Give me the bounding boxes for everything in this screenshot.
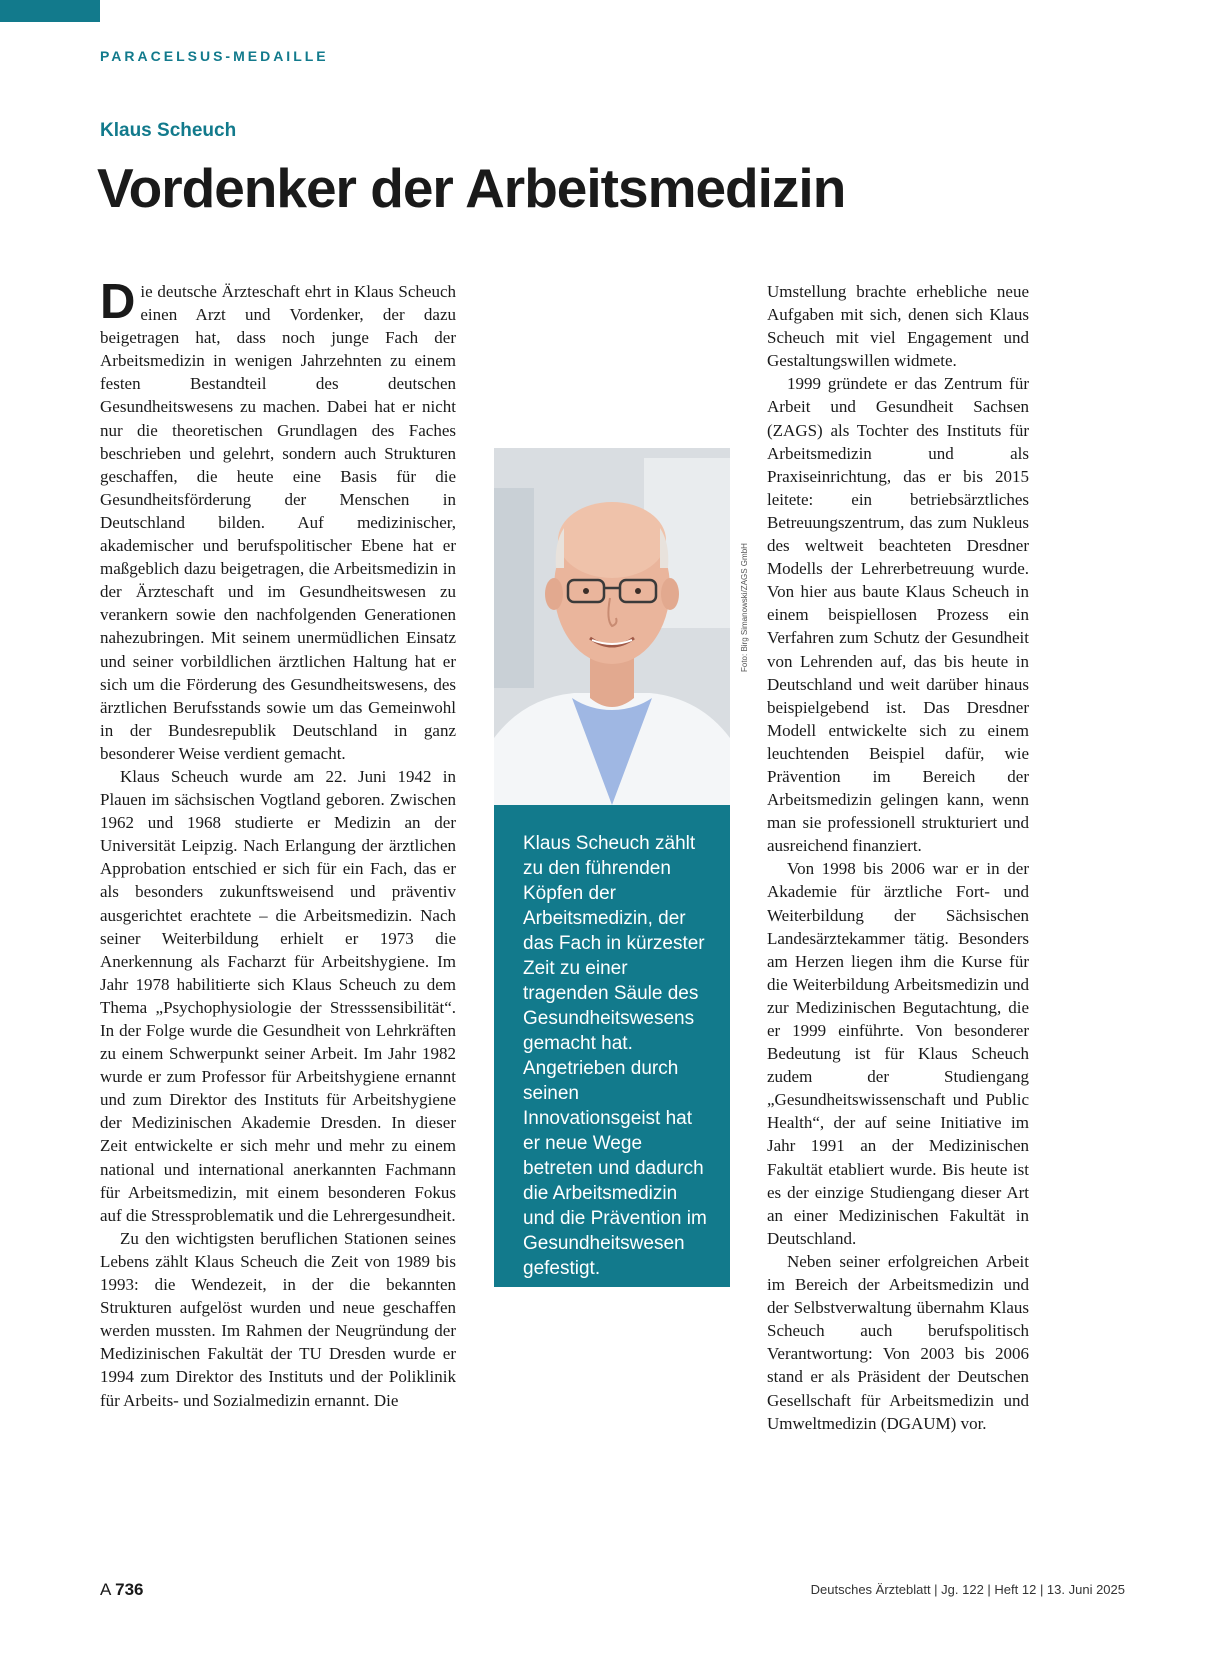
article-paragraph: Zu den wichtigsten beruflichen Stationen seines Lebens zählt Klaus Scheuch die Zeit von 1989 bis 1993: die Wendezeit, in der die bekannten Strukturen aufgelöst wurden und neue geschaffen werden mussten. Im Rahmen der Neugründung der Medizinischen Fakultät der TU Dresden wurde er 1994 zum Direktor des Instituts und der Poliklinik für Arbeits- und Sozialmedizin ernannt. Die (100, 1228, 456, 1410)
article-column-right (767, 280, 1029, 1435)
top-accent-bar (0, 0, 100, 22)
page-number (100, 1580, 144, 1600)
paragraph-text: ie deutsche Ärzteschaft ehrt in Klaus Scheuch einen Arzt und Vordenker, der dazu beigetragen hat, dass noch junge Fach der Arbeitsmedizin in wenigen Jahrzehnten zu einem festen Bestandteil des deutschen Gesundheitswesens zu machen. Dabei hat er nicht nur die theoretischen Grundlagen des Faches beschrieben und gelehrt, sondern auch Strukturen geschaffen, die heute eine Basis für die Gesundheitsförderung der Menschen in Deutschland bilden. Auf medizinischer, akademischer und berufspolitischer Ebene hat er maßgeblich dazu beigetragen, die Arbeitsmedizin in der Ärzteschaft und im Gesundheitswesen zu verankern sowie den nachfolgenden Generationen nahezubringen. Mit seinem unermüdlichen Einsatz und seiner vorbildlichen ärztlichen Haltung hat er sich um die Förderung des Gesundheitswesens, des ärztlichen Berufsstands sowie um das Gemeinwohl in der Bundesrepublik Deutschland in ganz besonderer Weise verdient gemacht. (100, 282, 456, 763)
photo-credit: Foto: Birg Simanowski/ZAGS GmbH (740, 543, 749, 672)
article-paragraph: Neben seiner erfolgreichen Arbeit im Bereich der Arbeitsmedizin und der Selbstverwaltung übernahm Klaus Scheuch auch berufspolitisch Verantwortung: Von 2003 bis 2006 stand er als Präsident der Deutschen Gesellschaft für Arbeitsmedizin und Umweltmedizin (DGAUM) vor. (767, 1251, 1029, 1433)
page-prefix: A (100, 1580, 111, 1599)
article-column-left (100, 275, 456, 1412)
portrait-photo (494, 448, 730, 805)
drop-cap: D (100, 275, 136, 329)
page-number-value: 736 (115, 1580, 144, 1599)
section-label: PARACELSUS-MEDAILLE (100, 48, 329, 64)
article-paragraph (100, 275, 456, 765)
page-title: Vordenker der Arbeitsmedizin (97, 157, 846, 219)
article-paragraph: Umstellung brachte erhebliche neue Aufgaben mit sich, denen sich Klaus Scheuch mit viel Engagement und Gestaltungswillen widmete. (767, 282, 1029, 371)
article-paragraph: 1999 gründete er das Zentrum für Arbeit und Gesundheit Sachsen (ZAGS) als Tochter des Instituts für Arbeitsmedizin und als Praxiseinrichtung, das er bis 2015 leitete: ein betriebsärztliches Betreuungszentrum, das zum Nukleus des weltweit beachteten Dresdner Modells der Lehrerbetreuung wurde. Von hier aus baute Klaus Scheuch in einem beispiellosen Prozess ein Verfahren zum Schutz der Gesundheit von Lehrenden auf, das bis heute in Deutschland und weit darüber hinaus beispielgebend ist. Das Dresdner Modell entwickelte sich zu einem leuchtenden Beispiel dafür, wie Prävention im Bereich der Arbeitsmedizin gelingen kann, wenn man sie professionell strukturiert und ausreichend finanziert. (767, 374, 1029, 856)
author-name: Klaus Scheuch (100, 120, 237, 141)
portrait-illustration (494, 448, 730, 805)
article-paragraph: Von 1998 bis 2006 war er in der Akademie für ärztliche Fort- und Weiterbildung der Sächsischen Landesärztekammer tätig. Besonders am Herzen liegen ihm die Kurse für die Weiterbildung Arbeitsmedizin und zur Medizinischen Begutachtung, die er 1999 einführte. Von besonderer Bedeutung ist für Klaus Scheuch zudem der Studiengang „Gesundheitswissenschaft und Public Health“, der auf seine Initiative im Jahr 1991 an der Medizinischen Fakultät etabliert wurde. Bis heute ist es der einzige Studiengang dieser Art an einer Medizinischen Fakultät in Deutschland. (767, 859, 1029, 1248)
pull-quote: Klaus Scheuch zählt zu den führenden Köpfen der Arbeitsmedizin, der das Fach in kürzester Zeit zu einer tragenden Säule des Gesundheitswesens gemacht hat. Angetrieben durch seinen Innovationsgeist hat er neue Wege betreten und dadurch die Arbeitsmedizin und die Prävention im Gesundheitswesen gefestigt. (494, 805, 730, 1287)
article-paragraph: Klaus Scheuch wurde am 22. Juni 1942 in Plauen im sächsischen Vogtland geboren. Zwischen 1962 und 1968 studierte er Medizin an der Universität Leipzig. Nach Erlangung der ärztlichen Approbation entschied er sich für ein Fach, das er als besonders zukunftsweisend und präventiv ausgerichtet erachtete – die Arbeitsmedizin. Nach seiner Weiterbildung erhielt er 1973 die Anerkennung als Facharzt für Arbeitshygiene. Im Jahr 1978 habilitierte sich Klaus Scheuch zu dem Thema „Psychophysiologie der Stresssensibilität“. In der Folge wurde die Gesundheit von Lehrkräften zu einem Schwerpunkt seiner Arbeit. Im Jahr 1982 wurde er zum Professor für Arbeitshygiene ernannt und zum Direktor des Instituts für Arbeitshygiene der Medizinischen Akademie Dresden. In dieser Zeit entwickelte er sich mehr und mehr zu einem national und international anerkannten Fachmann für Arbeitsmedizin, mit einem besonderen Fokus auf die Stressproblematik und die Lehrergesundheit. (100, 766, 456, 1225)
journal-citation: Deutsches Ärzteblatt | Jg. 122 | Heft 12 | 13. Juni 2025 (810, 1582, 1125, 1597)
